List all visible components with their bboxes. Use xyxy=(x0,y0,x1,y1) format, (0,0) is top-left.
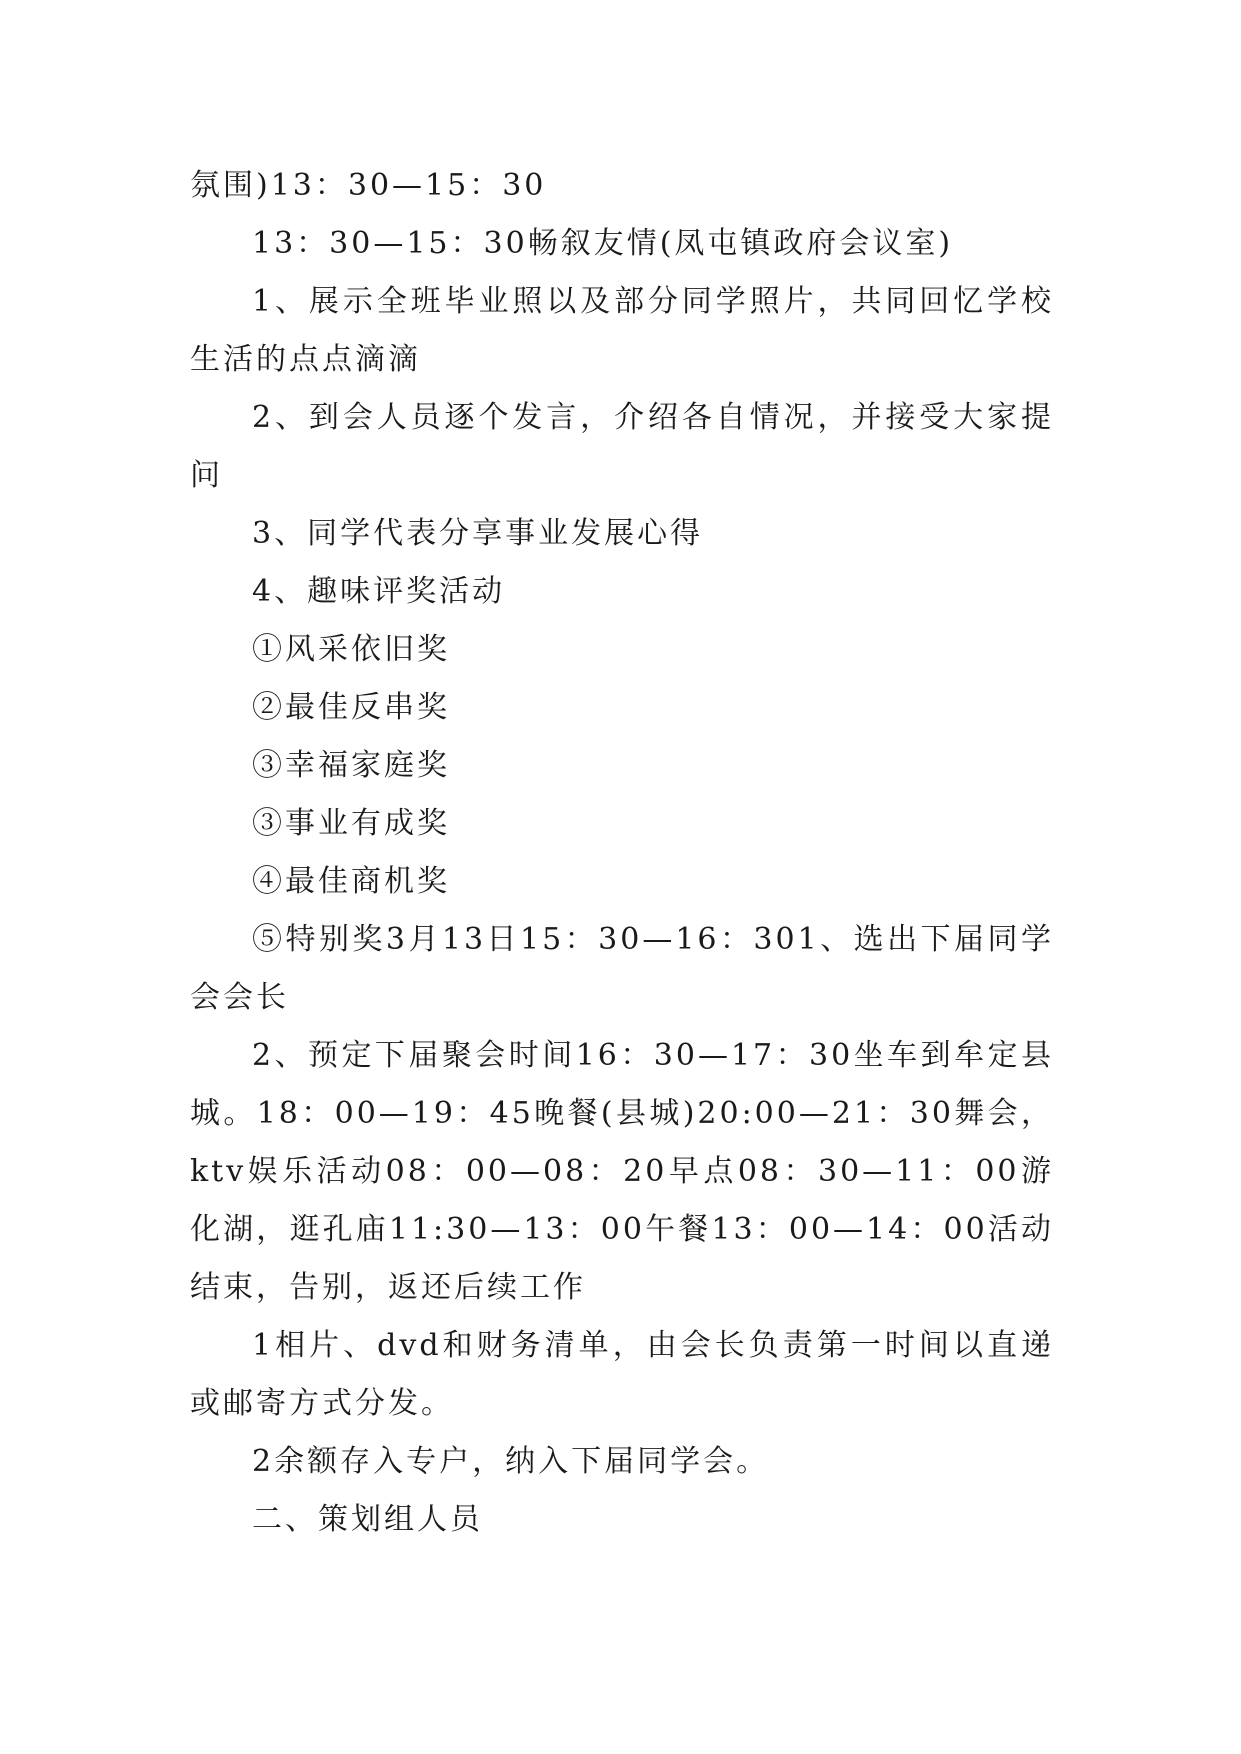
document-body xyxy=(190,157,1054,1549)
award-item: ①风采依旧奖 xyxy=(252,632,450,667)
paragraph: 2、到会人员逐个发言，介绍各自情况，并接受大家提问 xyxy=(190,400,1054,493)
award-item: ③幸福家庭奖 xyxy=(252,748,450,783)
paragraph: 2余额存入专户，纳入下届同学会。 xyxy=(252,1444,770,1479)
paragraph: 2、预定下届聚会时间16：30—17：30坐车到牟定县城。18：00—19：45晚餐(县城)20:00—21：30舞会，ktv娱乐活动08：00—08：20早点08：30—11：00游化湖，逛孔庙11:30—13：00午餐13：00—14：00活动结束，告别，返还后续工作 xyxy=(190,1038,1054,1305)
paragraph: 4、趣味评奖活动 xyxy=(252,574,506,609)
section-heading: 二、策划组人员 xyxy=(252,1502,483,1537)
award-item: ④最佳商机奖 xyxy=(252,864,450,899)
paragraph: 氛围)13：30—15：30 xyxy=(190,168,547,203)
paragraph: 3、同学代表分享事业发展心得 xyxy=(252,516,704,551)
paragraph: 1相片、dvd和财务清单，由会长负责第一时间以直递或邮寄方式分发。 xyxy=(190,1328,1054,1421)
paragraph: 13：30—15：30畅叙友情(凤屯镇政府会议室) xyxy=(252,226,954,261)
paragraph: 1、展示全班毕业照以及部分同学照片，共同回忆学校生活的点点滴滴 xyxy=(190,284,1054,377)
paragraph: ⑤特别奖3月13日15：30—16：301、选出下届同学会会长 xyxy=(190,922,1054,1015)
award-item: ②最佳反串奖 xyxy=(252,690,450,725)
award-item: ③事业有成奖 xyxy=(252,806,450,841)
